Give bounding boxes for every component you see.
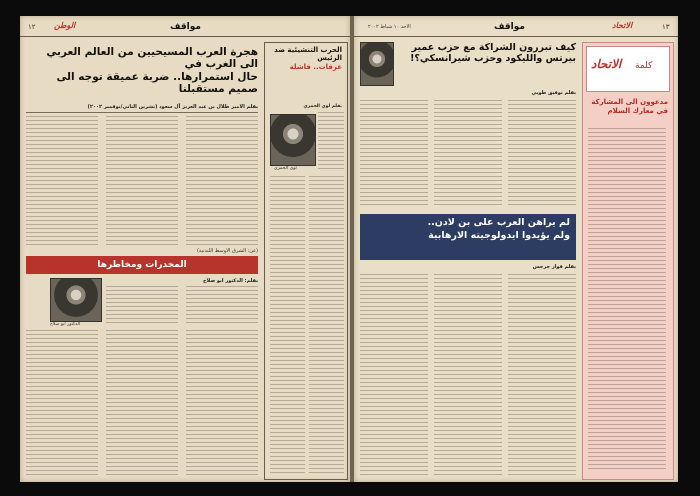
bottom-story-column [186, 330, 258, 478]
side-story-body [270, 176, 344, 474]
side-story-column [270, 176, 305, 474]
main-story-footnote: (عن: الشرق الاوسط اللندنية) [196, 248, 258, 254]
right-section-title: مواقف [494, 22, 525, 32]
newspaper-spread [20, 16, 678, 482]
column-headline [586, 98, 668, 116]
side-headline-line2: عرفات.. فاشلة [289, 62, 342, 71]
featured-story-byline: بقلم فواز جرجس [532, 264, 576, 270]
side-story-photo [270, 114, 316, 166]
right-page-number: ١٣ [662, 23, 670, 31]
left-page-header [20, 20, 350, 37]
bottom-story-body [26, 330, 258, 478]
left-masthead-mark: الوطن [54, 21, 76, 30]
side-story-headline [268, 46, 342, 71]
bottom-story-body-top [106, 286, 258, 326]
top-headline-line1: كيف تبررون الشراكة مع حزب عمير [411, 42, 576, 53]
main-story-rule [26, 112, 258, 113]
featured-story-column [508, 274, 576, 478]
main-story-column [26, 116, 98, 246]
featured-story-body [360, 274, 576, 478]
side-story-photo-caption: لوي الحمزي [274, 166, 297, 171]
bottom-story-photo-caption: الدكتور ابو صلاح [50, 322, 81, 327]
left-section-title: مواقف [170, 22, 201, 32]
column-logo-accent: الاتحاد [591, 57, 622, 71]
bottom-story-column [106, 330, 178, 478]
main-story-headline [26, 46, 258, 96]
featured-story-headline [360, 214, 576, 260]
right-page [354, 16, 678, 482]
top-story-photo [360, 42, 394, 86]
bottom-story-headline: المخدرات ومخاطرها [26, 256, 258, 274]
right-date-text: الاحد ١٠ شباط ٢٠٠٢ [368, 24, 411, 30]
top-story-headline [396, 42, 576, 64]
bottom-story-column [186, 286, 258, 326]
bottom-story-column [106, 286, 178, 326]
bottom-story-column [26, 330, 98, 478]
featured-headline-line1: لم يراهن العرب على بن لادن.. [427, 217, 570, 228]
bottom-story-byline: بقلم: الدكتور ابو صلاح [202, 278, 258, 284]
main-story-byline: بقلم الامير طلال بن عبد العزيز آل سعود (تشرين الثاني/نوفمبر ٢٠٠٢) [87, 104, 258, 110]
top-story-column [508, 100, 576, 208]
bottom-story-photo [50, 278, 102, 322]
left-page-number: ١٢ [28, 23, 36, 31]
column-headline-line1: مدعوون الى المشاركة [591, 98, 668, 106]
main-headline-line1: هجرة العرب المسيحيين من العالم العربي الى الغرب في [46, 46, 258, 71]
left-page [20, 16, 350, 482]
featured-story-column [434, 274, 502, 478]
column-text [588, 128, 666, 472]
side-headline-line1: الحرب التنشيئية ضد الرئيس [274, 46, 342, 63]
main-headline-line2: حال استمرارها.. ضربة عميقة توجه الى صميم مستقبلنا [56, 70, 258, 96]
top-story-column [434, 100, 502, 208]
right-masthead-mark: الاتحاد [612, 21, 633, 30]
main-story-column [186, 116, 258, 246]
main-story-column [106, 116, 178, 246]
side-story-byline: بقلم لوي الحمزي [303, 104, 342, 109]
column-body [588, 128, 666, 472]
featured-story-column [360, 274, 428, 478]
featured-headline-line2: ولم يؤيدوا ايدولوجيته الارهابية [428, 229, 570, 241]
column-logo-text: كلمة [635, 61, 653, 71]
top-headline-line2: بيرتس والليكود وحزب شيرانسكي؟! [410, 53, 576, 65]
column-logo-box [586, 46, 670, 92]
top-story-column [360, 100, 428, 208]
right-page-header [354, 20, 678, 37]
side-story-column [309, 176, 344, 474]
top-story-body [360, 100, 576, 208]
side-story-body-top [318, 112, 344, 172]
column-headline-line2: في معارك السلام [607, 107, 668, 116]
top-story-byline: بقلم توفيق طوبي [531, 90, 576, 96]
side-story-column [318, 112, 344, 172]
main-story-body [26, 116, 258, 246]
